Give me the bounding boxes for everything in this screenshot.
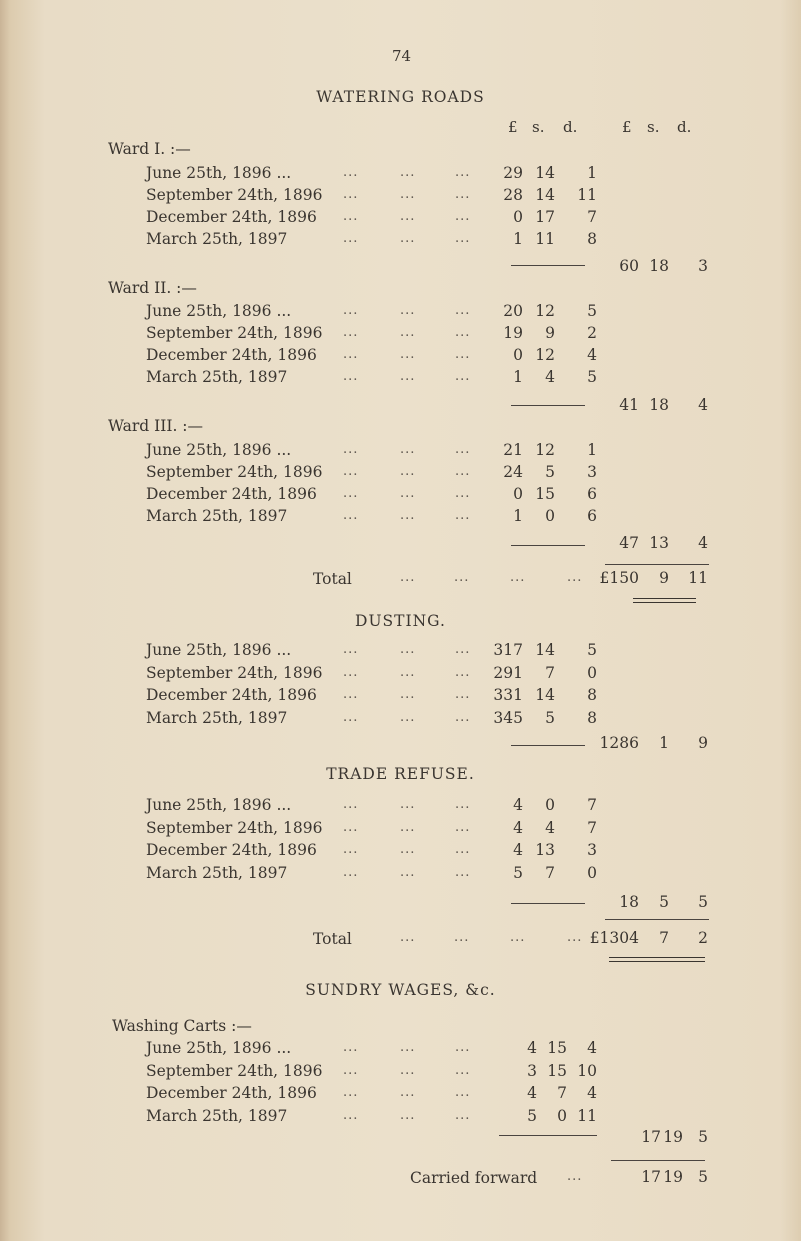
dusting-row-shillings: 14 bbox=[535, 641, 555, 659]
carried-forward-leader-dots-0: ... bbox=[567, 1169, 583, 1184]
dusting-row-pounds: 345 bbox=[493, 708, 523, 727]
ward1-row-3-leader-dots-1: ... bbox=[400, 231, 416, 246]
ward3-row-label: September 24th, 1896 bbox=[146, 463, 323, 481]
ward1-row-0-leader-dots-2: ... bbox=[455, 165, 471, 180]
ward1-total-pounds: 60 bbox=[619, 257, 639, 275]
ward2-row-label: December 24th, 1896 bbox=[146, 346, 317, 364]
col-header-pence-2: d. bbox=[677, 118, 692, 136]
trade-row-0-leader-dots-2: ... bbox=[455, 797, 471, 812]
ward3-total-shillings: 13 bbox=[649, 534, 669, 552]
trade-row-1-leader-dots-1: ... bbox=[400, 819, 416, 835]
watering-total-label: Total bbox=[313, 570, 352, 588]
sundry-row-shillings: 0 bbox=[557, 1106, 567, 1125]
ward1-title: Ward I. :— bbox=[108, 140, 191, 158]
ward2-row-pence: 5 bbox=[587, 368, 597, 386]
ward2-row-1-leader-dots-2: ... bbox=[455, 325, 471, 340]
ward3-row-label: December 24th, 1896 bbox=[146, 485, 317, 503]
trade-row-label: December 24th, 1896 bbox=[146, 841, 317, 859]
trade-row-pence: 3 bbox=[587, 841, 597, 859]
ward1-row-label: September 24th, 1896 bbox=[146, 186, 323, 204]
col-header-pound-2: £ bbox=[622, 118, 632, 136]
ward3-row-2-leader-dots-2: ... bbox=[455, 486, 471, 501]
trade-row-pounds: 4 bbox=[513, 796, 523, 814]
page-number: 74 bbox=[392, 47, 412, 65]
ward2-row-shillings: 4 bbox=[545, 368, 555, 386]
dusting-total-pence: 9 bbox=[698, 734, 708, 752]
dusting-row-shillings: 5 bbox=[545, 708, 555, 727]
trade-row-3-leader-dots-2: ... bbox=[455, 864, 471, 880]
ward3-row-pounds: 1 bbox=[513, 507, 523, 525]
carried-forward-shillings: 19 bbox=[663, 1168, 683, 1186]
trade-total-shillings: 5 bbox=[659, 893, 669, 911]
ward3-row-pence: 3 bbox=[587, 463, 597, 481]
sundry-row-label: March 25th, 1897 bbox=[146, 1106, 288, 1125]
ward2-row-label: September 24th, 1896 bbox=[146, 324, 323, 342]
dusting-total-pounds: 1286 bbox=[599, 734, 639, 752]
trade-row-pounds: 4 bbox=[513, 818, 523, 837]
carried-forward-rule bbox=[611, 1160, 705, 1161]
sundry-row-2-leader-dots-1: ... bbox=[400, 1085, 416, 1100]
ward2-row-label: June 25th, 1896 ... bbox=[146, 302, 292, 320]
ward1-row-pence: 11 bbox=[577, 186, 597, 204]
ward1-row-label: March 25th, 1897 bbox=[146, 230, 288, 248]
grand-total-rule bbox=[605, 919, 709, 920]
ward3-row-3-leader-dots-0: ... bbox=[343, 508, 359, 523]
trade-row-1-leader-dots-0: ... bbox=[343, 819, 359, 835]
ward1-row-pounds: 1 bbox=[513, 230, 523, 248]
trade-total-pence: 5 bbox=[698, 893, 708, 911]
ward1-row-3-leader-dots-2: ... bbox=[455, 231, 471, 246]
sundry-row-0-leader-dots-0: ... bbox=[343, 1040, 359, 1055]
trade-row-1-leader-dots-2: ... bbox=[455, 819, 471, 835]
sundry-row-1-leader-dots-2: ... bbox=[455, 1062, 471, 1078]
ward2-row-shillings: 9 bbox=[545, 324, 555, 342]
grand-total-pounds: £1304 bbox=[589, 929, 639, 947]
dusting-row-1-leader-dots-2: ... bbox=[455, 664, 471, 680]
ward1-row-pence: 1 bbox=[587, 164, 597, 182]
ward2-row-1-leader-dots-0: ... bbox=[343, 325, 359, 340]
dusting-row-2-leader-dots-2: ... bbox=[455, 687, 471, 702]
ward1-row-shillings: 17 bbox=[535, 208, 555, 226]
watering-total-leader-dots-3: ... bbox=[567, 570, 583, 585]
ward3-title: Ward III. :— bbox=[108, 417, 204, 435]
ward3-row-shillings: 5 bbox=[545, 463, 555, 481]
dusting-row-1-leader-dots-0: ... bbox=[343, 664, 359, 680]
dusting-row-pence: 0 bbox=[587, 663, 597, 682]
sundry-title: Washing Carts :— bbox=[112, 1017, 252, 1035]
ward2-row-pence: 2 bbox=[587, 324, 597, 342]
ward3-row-0-leader-dots-0: ... bbox=[343, 442, 359, 457]
watering-total-pounds: £150 bbox=[599, 569, 639, 587]
ward3-subtotal-rule bbox=[511, 545, 585, 546]
watering-total-leader-dots-2: ... bbox=[510, 570, 526, 585]
ward2-row-pounds: 0 bbox=[513, 346, 523, 364]
dusting-row-3-leader-dots-1: ... bbox=[400, 709, 416, 725]
grand-total-leader-dots-3: ... bbox=[567, 930, 583, 945]
dusting-row-2-leader-dots-1: ... bbox=[400, 687, 416, 702]
carried-forward-pounds: 17 bbox=[641, 1168, 661, 1186]
sundry-total-pounds: 17 bbox=[641, 1128, 661, 1146]
dusting-row-3-leader-dots-2: ... bbox=[455, 709, 471, 725]
ward2-row-pounds: 20 bbox=[503, 302, 523, 320]
grand-total-shillings: 7 bbox=[659, 929, 669, 947]
sundry-row-3-leader-dots-2: ... bbox=[455, 1107, 471, 1123]
dusting-row-pence: 8 bbox=[587, 686, 597, 704]
sundry-row-shillings: 15 bbox=[547, 1061, 567, 1080]
dusting-row-label: December 24th, 1896 bbox=[146, 686, 317, 704]
ward3-row-2-leader-dots-0: ... bbox=[343, 486, 359, 501]
trade-row-2-leader-dots-0: ... bbox=[343, 842, 359, 857]
dusting-subtotal-rule bbox=[511, 745, 585, 746]
ward1-row-shillings: 14 bbox=[535, 186, 555, 204]
grand-total-leader-dots-2: ... bbox=[510, 930, 526, 945]
ward3-total-pounds: 47 bbox=[619, 534, 639, 552]
ward1-row-0-leader-dots-1: ... bbox=[400, 165, 416, 180]
ward2-row-label: March 25th, 1897 bbox=[146, 368, 288, 386]
trade-row-shillings: 4 bbox=[545, 818, 555, 837]
ward3-row-3-leader-dots-1: ... bbox=[400, 508, 416, 523]
ward3-row-1-leader-dots-2: ... bbox=[455, 464, 471, 479]
ward2-row-2-leader-dots-1: ... bbox=[400, 347, 416, 362]
sundry-row-3-leader-dots-0: ... bbox=[343, 1107, 359, 1123]
grand-total-double-rule bbox=[609, 957, 705, 962]
ward3-row-pounds: 21 bbox=[503, 441, 523, 459]
sundry-row-label: December 24th, 1896 bbox=[146, 1084, 317, 1102]
ward2-row-3-leader-dots-2: ... bbox=[455, 369, 471, 384]
heading-sundry-wages: SUNDRY WAGES, &c. bbox=[305, 981, 496, 999]
ward1-row-pence: 8 bbox=[587, 230, 597, 248]
sundry-row-pounds: 3 bbox=[527, 1061, 537, 1080]
ward1-total-shillings: 18 bbox=[649, 257, 669, 275]
sundry-row-pence: 11 bbox=[577, 1106, 597, 1125]
grand-total-label: Total bbox=[313, 930, 352, 948]
dusting-row-0-leader-dots-1: ... bbox=[400, 642, 416, 657]
ward2-row-pounds: 1 bbox=[513, 368, 523, 386]
col-header-shilling-1: s. bbox=[532, 118, 545, 136]
sundry-row-pence: 4 bbox=[587, 1084, 597, 1102]
trade-subtotal-rule bbox=[511, 903, 585, 904]
trade-row-0-leader-dots-0: ... bbox=[343, 797, 359, 812]
trade-row-shillings: 13 bbox=[535, 841, 555, 859]
ward1-row-1-leader-dots-2: ... bbox=[455, 187, 471, 202]
dusting-row-pounds: 291 bbox=[493, 663, 523, 682]
ward3-row-pounds: 24 bbox=[503, 463, 523, 481]
ward1-total-pence: 3 bbox=[698, 257, 708, 275]
ward1-row-1-leader-dots-0: ... bbox=[343, 187, 359, 202]
sundry-total-shillings: 19 bbox=[663, 1128, 683, 1146]
dusting-row-label: March 25th, 1897 bbox=[146, 708, 288, 727]
ward2-row-pence: 4 bbox=[587, 346, 597, 364]
ward3-row-1-leader-dots-0: ... bbox=[343, 464, 359, 479]
watering-total-leader-dots-0: ... bbox=[400, 570, 416, 585]
carried-forward-label: Carried forward bbox=[410, 1169, 538, 1187]
trade-row-2-leader-dots-1: ... bbox=[400, 842, 416, 857]
col-header-pence-1: d. bbox=[563, 118, 578, 136]
dusting-row-1-leader-dots-1: ... bbox=[400, 664, 416, 680]
dusting-row-2-leader-dots-0: ... bbox=[343, 687, 359, 702]
watering-total-double-rule bbox=[633, 598, 696, 603]
col-header-pound-1: £ bbox=[508, 118, 518, 136]
dusting-row-pounds: 317 bbox=[493, 641, 523, 659]
sundry-row-1-leader-dots-0: ... bbox=[343, 1062, 359, 1078]
trade-row-shillings: 7 bbox=[545, 863, 555, 882]
dusting-row-0-leader-dots-0: ... bbox=[343, 642, 359, 657]
grand-total-leader-dots-0: ... bbox=[400, 930, 416, 945]
ward3-row-1-leader-dots-1: ... bbox=[400, 464, 416, 479]
ward3-row-label: June 25th, 1896 ... bbox=[146, 441, 292, 459]
sundry-row-shillings: 7 bbox=[557, 1084, 567, 1102]
ward2-subtotal-rule bbox=[511, 405, 585, 406]
ward3-row-pence: 1 bbox=[587, 441, 597, 459]
sundry-row-label: June 25th, 1896 ... bbox=[146, 1039, 292, 1057]
ward1-row-2-leader-dots-2: ... bbox=[455, 209, 471, 224]
dusting-row-shillings: 7 bbox=[545, 663, 555, 682]
trade-row-0-leader-dots-1: ... bbox=[400, 797, 416, 812]
ward2-total-pence: 4 bbox=[698, 396, 708, 414]
sundry-row-pence: 4 bbox=[587, 1039, 597, 1057]
sundry-row-2-leader-dots-2: ... bbox=[455, 1085, 471, 1100]
trade-row-label: March 25th, 1897 bbox=[146, 863, 288, 882]
ward2-row-pounds: 19 bbox=[503, 324, 523, 342]
sundry-row-label: September 24th, 1896 bbox=[146, 1061, 323, 1080]
ward3-row-shillings: 12 bbox=[535, 441, 555, 459]
ward1-row-pounds: 28 bbox=[503, 186, 523, 204]
ward1-row-pounds: 29 bbox=[503, 164, 523, 182]
dusting-row-0-leader-dots-2: ... bbox=[455, 642, 471, 657]
ward3-row-shillings: 0 bbox=[545, 507, 555, 525]
dusting-row-pounds: 331 bbox=[493, 686, 523, 704]
ward3-total-pence: 4 bbox=[698, 534, 708, 552]
ward2-row-pence: 5 bbox=[587, 302, 597, 320]
ward1-row-shillings: 14 bbox=[535, 164, 555, 182]
trade-total-pounds: 18 bbox=[619, 893, 639, 911]
watering-total-pence: 11 bbox=[688, 569, 708, 587]
ward3-row-0-leader-dots-1: ... bbox=[400, 442, 416, 457]
ward2-row-1-leader-dots-1: ... bbox=[400, 325, 416, 340]
ward3-row-shillings: 15 bbox=[535, 485, 555, 503]
ward2-row-3-leader-dots-1: ... bbox=[400, 369, 416, 384]
sundry-row-pounds: 5 bbox=[527, 1106, 537, 1125]
sundry-row-3-leader-dots-1: ... bbox=[400, 1107, 416, 1123]
trade-row-pounds: 5 bbox=[513, 863, 523, 882]
ward1-row-1-leader-dots-1: ... bbox=[400, 187, 416, 202]
grand-total-leader-dots-1: ... bbox=[454, 930, 470, 945]
ward1-row-0-leader-dots-0: ... bbox=[343, 165, 359, 180]
trade-row-pence: 0 bbox=[587, 863, 597, 882]
dusting-row-3-leader-dots-0: ... bbox=[343, 709, 359, 725]
ward1-subtotal-rule bbox=[511, 265, 585, 266]
sundry-total-pence: 5 bbox=[698, 1128, 708, 1146]
sundry-row-0-leader-dots-2: ... bbox=[455, 1040, 471, 1055]
dusting-total-shillings: 1 bbox=[659, 734, 669, 752]
heading-watering-roads: WATERING ROADS bbox=[316, 88, 485, 106]
sundry-row-2-leader-dots-0: ... bbox=[343, 1085, 359, 1100]
sundry-row-pounds: 4 bbox=[527, 1084, 537, 1102]
ward1-row-shillings: 11 bbox=[535, 230, 555, 248]
dusting-row-pence: 8 bbox=[587, 708, 597, 727]
ward2-row-shillings: 12 bbox=[535, 346, 555, 364]
ward2-row-0-leader-dots-0: ... bbox=[343, 303, 359, 318]
trade-row-3-leader-dots-1: ... bbox=[400, 864, 416, 880]
watering-total-shillings: 9 bbox=[659, 569, 669, 587]
sundry-row-shillings: 15 bbox=[547, 1039, 567, 1057]
ward2-title: Ward II. :— bbox=[108, 279, 197, 297]
dusting-row-shillings: 14 bbox=[535, 686, 555, 704]
ward2-total-shillings: 18 bbox=[649, 396, 669, 414]
trade-row-shillings: 0 bbox=[545, 796, 555, 814]
ward2-row-2-leader-dots-2: ... bbox=[455, 347, 471, 362]
col-header-shilling-2: s. bbox=[647, 118, 660, 136]
watering-total-leader-dots-1: ... bbox=[454, 570, 470, 585]
trade-row-label: September 24th, 1896 bbox=[146, 818, 323, 837]
grand-total-pence: 2 bbox=[698, 929, 708, 947]
ward3-row-3-leader-dots-2: ... bbox=[455, 508, 471, 523]
sundry-row-1-leader-dots-1: ... bbox=[400, 1062, 416, 1078]
ward1-row-2-leader-dots-1: ... bbox=[400, 209, 416, 224]
ward3-row-0-leader-dots-2: ... bbox=[455, 442, 471, 457]
ward3-row-label: March 25th, 1897 bbox=[146, 507, 288, 525]
ward3-row-pence: 6 bbox=[587, 485, 597, 503]
trade-row-3-leader-dots-0: ... bbox=[343, 864, 359, 880]
sundry-row-pence: 10 bbox=[577, 1061, 597, 1080]
sundry-row-pounds: 4 bbox=[527, 1039, 537, 1057]
ward1-row-3-leader-dots-0: ... bbox=[343, 231, 359, 246]
trade-row-pounds: 4 bbox=[513, 841, 523, 859]
ward2-row-shillings: 12 bbox=[535, 302, 555, 320]
ward1-row-label: June 25th, 1896 ... bbox=[146, 164, 292, 182]
ward2-row-0-leader-dots-1: ... bbox=[400, 303, 416, 318]
ward2-row-2-leader-dots-0: ... bbox=[343, 347, 359, 362]
trade-row-2-leader-dots-2: ... bbox=[455, 842, 471, 857]
sundry-row-0-leader-dots-1: ... bbox=[400, 1040, 416, 1055]
dusting-row-pence: 5 bbox=[587, 641, 597, 659]
trade-row-label: June 25th, 1896 ... bbox=[146, 796, 292, 814]
heading-dusting: DUSTING. bbox=[355, 612, 446, 630]
trade-row-pence: 7 bbox=[587, 796, 597, 814]
carried-forward-pence: 5 bbox=[698, 1168, 708, 1186]
ward3-row-pounds: 0 bbox=[513, 485, 523, 503]
dusting-row-label: September 24th, 1896 bbox=[146, 663, 323, 682]
ward1-row-label: December 24th, 1896 bbox=[146, 208, 317, 226]
trade-row-pence: 7 bbox=[587, 818, 597, 837]
ward3-row-2-leader-dots-1: ... bbox=[400, 486, 416, 501]
watering-total-rule bbox=[605, 564, 709, 565]
ward1-row-2-leader-dots-0: ... bbox=[343, 209, 359, 224]
ward2-row-3-leader-dots-0: ... bbox=[343, 369, 359, 384]
dusting-row-label: June 25th, 1896 ... bbox=[146, 641, 292, 659]
ward2-row-0-leader-dots-2: ... bbox=[455, 303, 471, 318]
ward1-row-pounds: 0 bbox=[513, 208, 523, 226]
ward1-row-pence: 7 bbox=[587, 208, 597, 226]
sundry-subtotal-rule bbox=[499, 1135, 597, 1136]
heading-trade-refuse: TRADE REFUSE. bbox=[326, 765, 475, 783]
ward3-row-pence: 6 bbox=[587, 507, 597, 525]
ward2-total-pounds: 41 bbox=[619, 396, 639, 414]
